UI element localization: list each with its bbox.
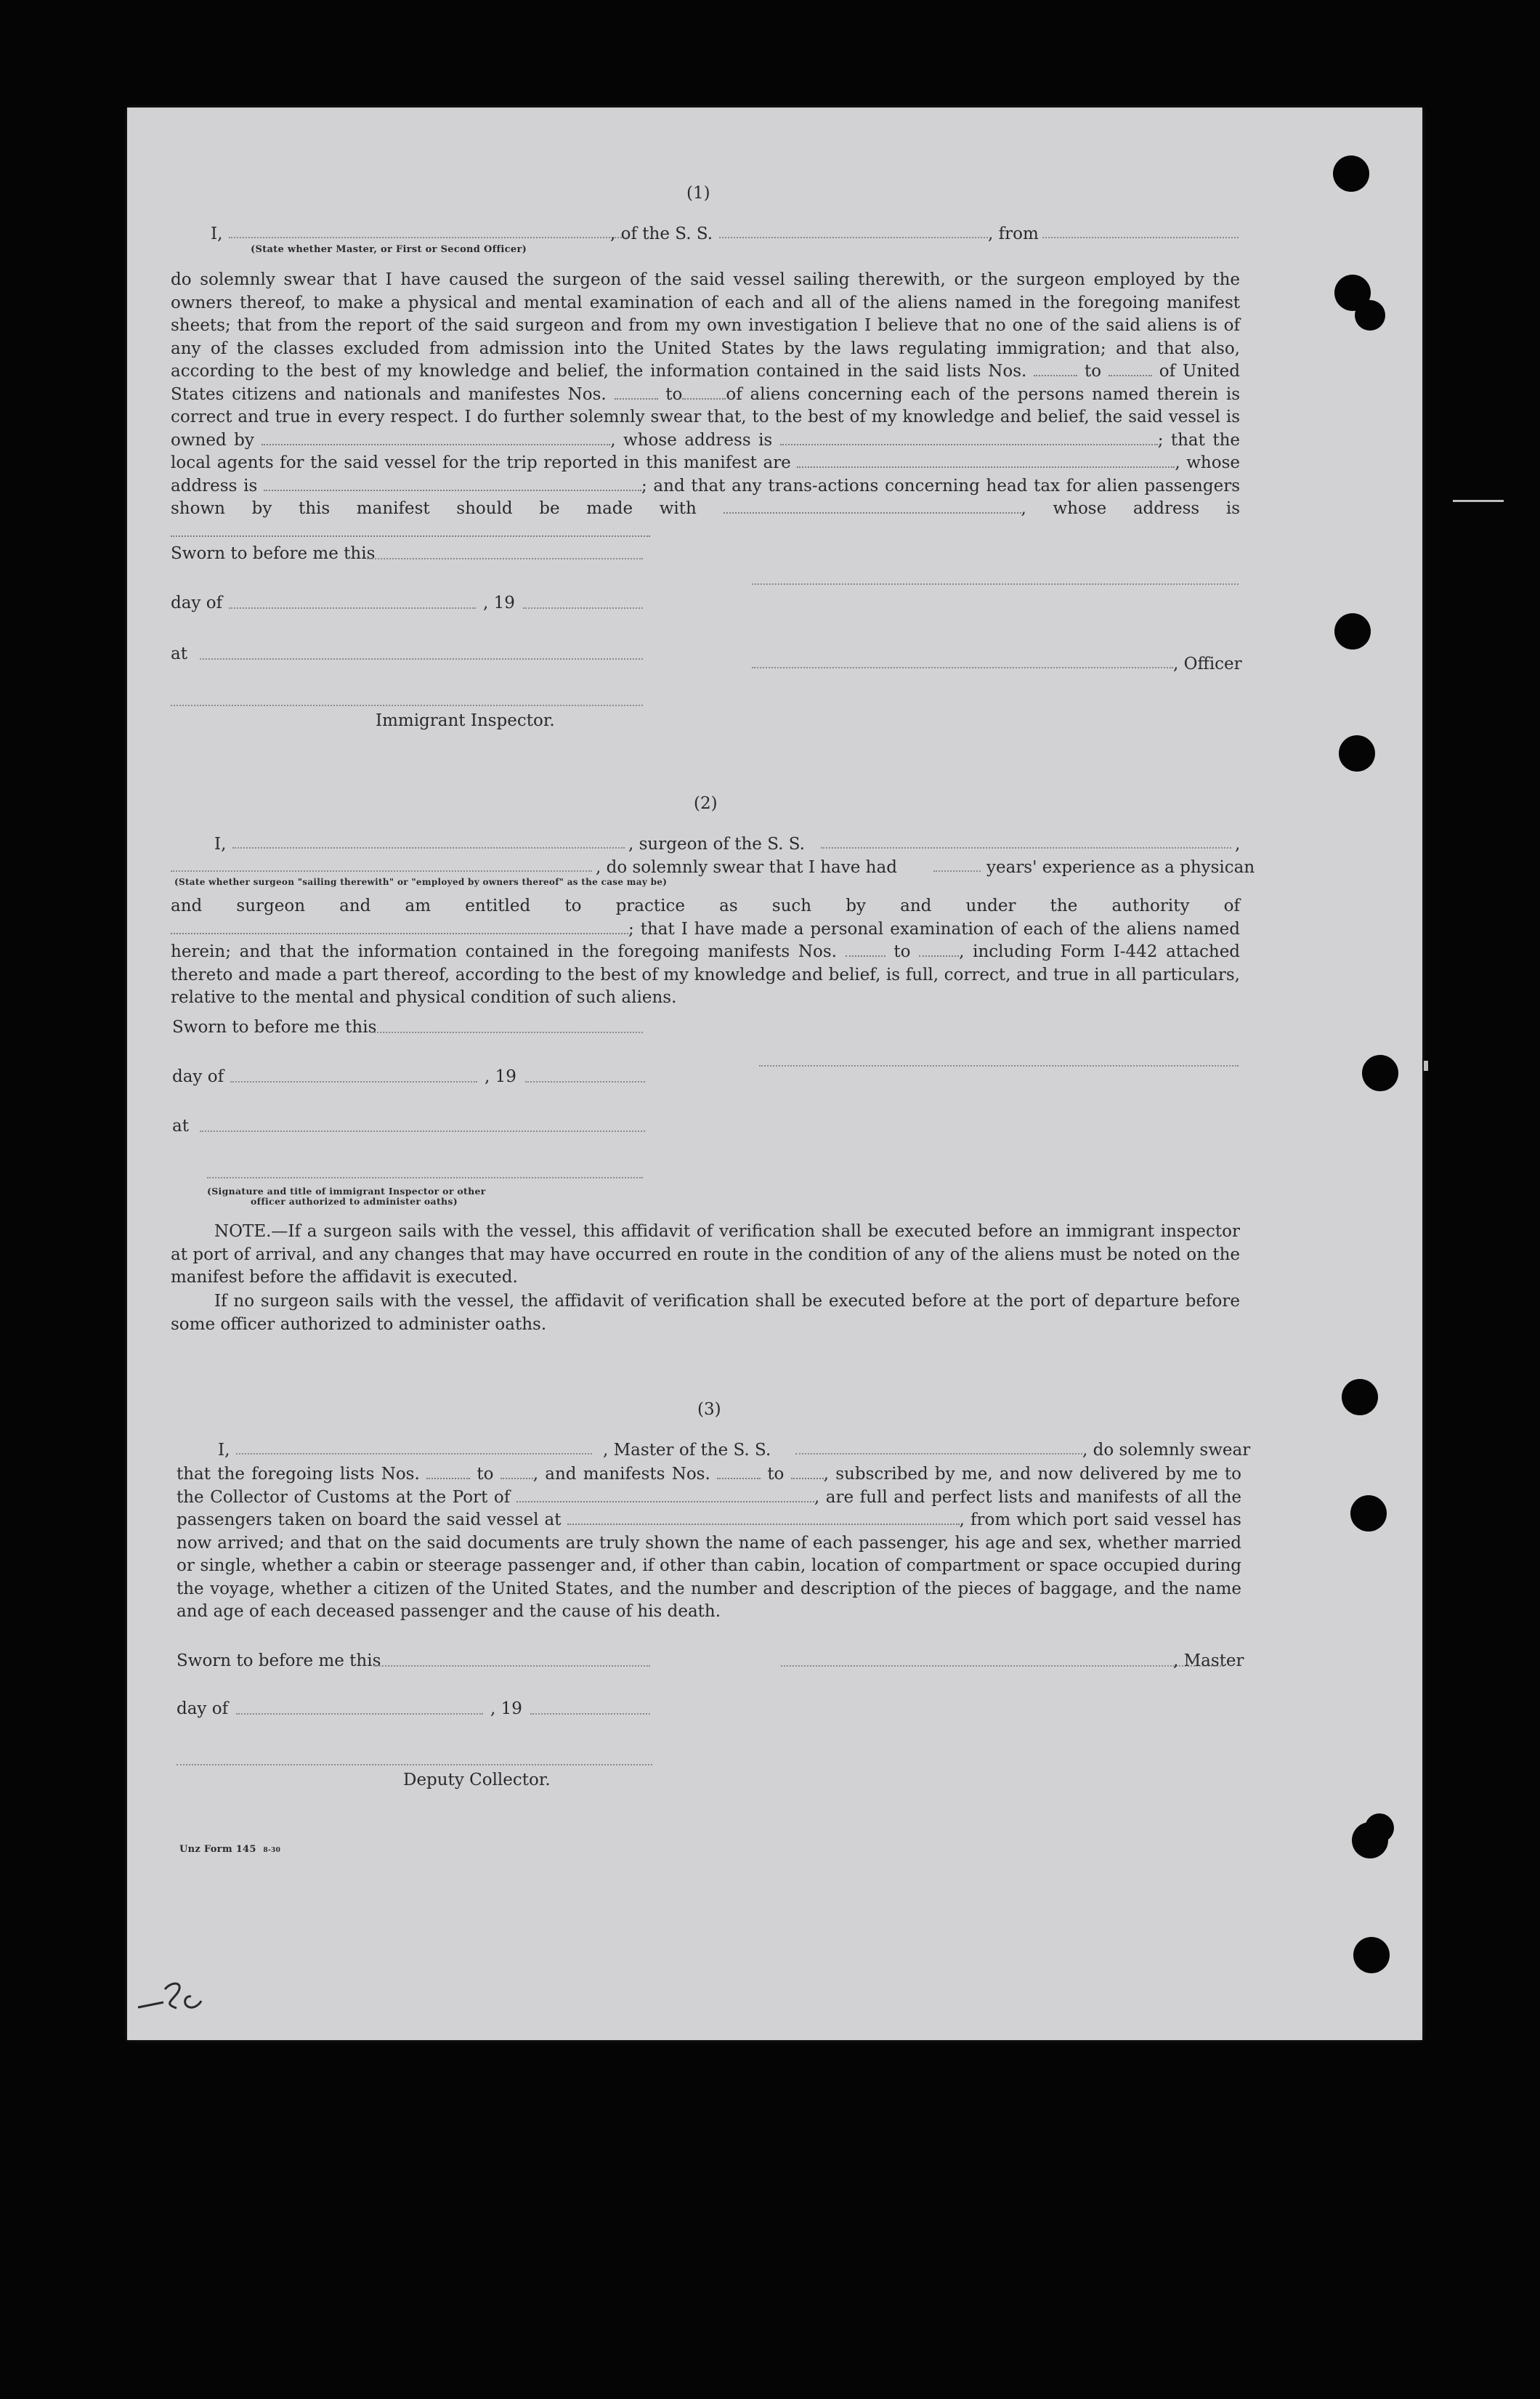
form-code: Unz Form 145 8-30 — [179, 1844, 281, 1855]
section1-sworn-date-field[interactable] — [367, 558, 643, 559]
local-agents-field[interactable] — [797, 453, 1175, 468]
section2-years-label: years' experience as a physican — [986, 858, 1255, 877]
surgeon-status-field[interactable] — [171, 870, 592, 872]
deputy-collector-label: Deputy Collector. — [403, 1771, 551, 1789]
head-tax-contact-field[interactable] — [724, 499, 1021, 514]
punch-hole — [1339, 735, 1375, 772]
punch-hole — [1355, 300, 1385, 331]
owner-address-field[interactable] — [780, 431, 1158, 445]
section1-of-the-ss: , of the S. S. — [610, 224, 713, 243]
section3-list-from-field[interactable] — [426, 1465, 470, 1479]
section1-oath-text: do solemnly swear that I have caused the surgeon of the said vessel sailing therewith, or the surgeon employed by the owners thereof, to make a physical and mental examination of each and all of the aliens named in the foregoing manifest sheets; that from the report of the said surgeon and from my own investigation I believe that no one of the said aliens is of any of the classes excluded from admission into the United States by the laws regulating immigration; and that also, according to the best of my knowledge and belief, the information contained in the said lists Nos. to of United States citizens and nationals and manifestes Nos. to of aliens concerning each of the persons named therein is correct and true in every respect. I do further solemnly swear that, to the best of my knowledge and belief, the said vessel is owned by , whose address is ; that the local agents for the said vessel for the trip reported in this manifest are , whose address is ; and that any trans-actions concerning head tax for alien passengers shown by this manifest should be made with , whose address is — [171, 269, 1240, 543]
manifest-list-from-field[interactable] — [615, 385, 658, 400]
section2-month-field[interactable] — [230, 1081, 477, 1083]
surgeon-note-paragraph: NOTE.—If a surgeon sails with the vessel, this affidavit of verification shall be executed before an immigrant inspector at port of arrival, and any changes that may have occurred en route in the condition of any of the aliens must be noted on the manifest before the affidavit is executed. — [171, 1222, 1240, 1287]
section2-year-label: , 19 — [485, 1067, 516, 1086]
section2-vessel-field[interactable] — [821, 847, 1231, 849]
manifest-affidavit-page: (1) I, , of the S. S. , from (State whether Master, or First or Second Officer) do solemnly swear that I have caused the surgeon of the said vessel sailing therewith, or the surgeon employed by the owners thereof, to make a physical and mental examination of each and all of the aliens named in the foregoing manifest sheets; that from the report of the said surgeon and from my own investigation I believe that no one of the said aliens is of any of the classes excluded from admission into the United States by the laws regulating immigration; and that also, according to the best of my knowledge and belief, the information contained in the said lists Nos. to of United States citizens and nationals and manifestes Nos. to of aliens concerning each of the persons named therein is correct and true in every respect. I do further solemnly swear that, to the best of my knowledge and belief, the said vessel is owned by , whose address is ; that the local agents for the said vessel for the trip reported in this manifest are , whose address is ; and that any trans-actions concerning head tax for alien passengers shown by this manifest should be made with , whose address is Sworn to before me this day of , 19 at , Officer Immigrant Inspector. (2) I, , surgeon of the S. S. , , do solemnly swear that I have had years' experience as a physican (State whether surgeon "sailing therewith" or "employed by owners thereof" as the case may be) and surgeon and am entitled to practice as such by and under the authority of ; that I have made a personal examination of each of the aliens named herein; and that the information contained in the foregoing manifests Nos. to , including Form I-442 attached thereto and made a part thereof, according to the best of my knowledge and belief, is full, correct, and true in all particulars, relative to the mental and physical condition of such aliens. Sworn to before me this day of , 19 at (Signature and title of immigrant Inspector or other officer authorized to administer oaths) NOTE.—If a surgeon sails with the vessel, this affidavit of verification shall be executed before an immigrant inspector at port of arrival, and any changes that may have occurred en route in the condition of any of the aliens must be noted on the manifest before the affidavit is executed. If no surgeon sails with the vessel, the affidavit of verification shall be executed before at the port of departure before some officer authorized to administer oaths. (3) I, , Master of the S. S. , do solemnly swear that the foregoing lists Nos. to , and manifests Nos. to , subscribed by me, and now delivered by me to the Collector of Customs at the Port of , are full and perfect lists and manifests of all the passengers taken on board the said vessel at , from which port said vessel has now arrived; and that on the said documents are truly shown the name of each passenger, his age and sex, whether married or single, whether a cabin or steerage passenger and, if other than cabin, location of compartment or space occupied during the voyage, whether a citizen of the United States, and the number and description of the pieces of baggage, and the name and age of each deceased passenger and the cause of his death. Sworn to before me this , Master day of , 19 Deputy Collector. Unz Form 145 8-30 — [127, 108, 1422, 2040]
section3-sworn-label: Sworn to before me this — [177, 1651, 381, 1670]
punch-hole — [1362, 1055, 1398, 1091]
section1-month-field[interactable] — [229, 607, 476, 609]
section2-sworn-label: Sworn to before me this — [172, 1018, 377, 1037]
section3-manifest-to-field[interactable] — [791, 1465, 824, 1479]
section2-list-to-field[interactable] — [919, 942, 959, 957]
section1-i-label: I, — [211, 224, 223, 243]
section2-at-label: at — [172, 1117, 189, 1136]
years-experience-field[interactable] — [933, 870, 981, 872]
section2-year-field[interactable] — [525, 1081, 645, 1083]
section2-i-label: I, — [214, 835, 227, 854]
master-name-field[interactable] — [236, 1453, 592, 1455]
citizen-list-to-field[interactable] — [1109, 362, 1152, 376]
section3-list-to-field[interactable] — [500, 1465, 533, 1479]
immigrant-inspector-label: Immigrant Inspector. — [376, 711, 555, 730]
master-signature-field[interactable] — [781, 1665, 1224, 1667]
agents-address-field[interactable] — [264, 477, 641, 491]
section1-officer-line[interactable] — [752, 667, 1173, 668]
signature-title-note-2: officer authorized to administer oaths) — [251, 1196, 458, 1207]
vessel-name-field[interactable] — [719, 237, 988, 238]
section2-surgeon-of: , surgeon of the S. S. — [628, 835, 805, 854]
section2-day-of-label: day of — [172, 1067, 224, 1086]
section1-year-label: , 19 — [483, 594, 515, 612]
surgeon-name-field[interactable] — [232, 847, 625, 849]
surgeon-status-note: (State whether surgeon "sailing therewith" or "employed by owners thereof" as the case may be) — [174, 877, 668, 887]
officer-title-note: (State whether Master, or First or Second Officer) — [251, 244, 527, 255]
section2-place-field[interactable] — [200, 1130, 645, 1132]
section-number-1: (1) — [686, 184, 710, 203]
citizen-list-from-field[interactable] — [1034, 362, 1077, 376]
punch-hole — [1333, 155, 1369, 192]
section1-year-field[interactable] — [523, 607, 643, 609]
section3-manifest-from-field[interactable] — [717, 1465, 761, 1479]
section2-list-from-field[interactable] — [846, 942, 885, 957]
officer-name-field[interactable] — [229, 237, 627, 238]
section2-oath-text: and surgeon and am entitled to practice as such by and under the authority of ; that I have made a personal examination of each of the aliens named herein; and that the information contained in the foregoing manifests Nos. to , including Form I-442 attached thereto and made a part thereof, according to the best of my knowledge and belief, is full, correct, and true in all particulars, relative to the mental and physical condition of such aliens. — [171, 897, 1241, 1007]
manifest-list-to-field[interactable] — [682, 385, 726, 400]
punch-hole — [1334, 613, 1371, 650]
section3-solemnly: , do solemnly swear — [1082, 1441, 1251, 1460]
section2-inspector-signature-field[interactable] — [207, 1177, 643, 1178]
section3-master-label: , Master — [1173, 1651, 1244, 1670]
departure-port-field[interactable] — [567, 1510, 960, 1525]
handwritten-scribble-icon — [134, 1975, 280, 2026]
surgeon-signature-field[interactable] — [759, 1065, 1239, 1067]
section3-master-of: , Master of the S. S. — [603, 1441, 771, 1460]
signature-title-note-1: (Signature and title of immigrant Inspector or other — [207, 1186, 486, 1197]
customs-port-field[interactable] — [516, 1488, 814, 1502]
section1-officer-label: , Officer — [1173, 655, 1242, 673]
section3-month-field[interactable] — [236, 1713, 483, 1715]
section3-year-field[interactable] — [530, 1713, 650, 1715]
practice-authority-field[interactable] — [171, 920, 628, 934]
section1-sworn-label: Sworn to before me this — [171, 544, 376, 563]
section-number-3: (3) — [697, 1400, 721, 1419]
punch-hole — [1350, 1495, 1387, 1532]
scan-artifact-line — [1453, 500, 1504, 502]
section3-i-label: I, — [218, 1441, 230, 1460]
scan-artifact-mark — [1424, 1061, 1428, 1071]
no-surgeon-note-paragraph: If no surgeon sails with the vessel, the affidavit of verification shall be executed before at the port of departure before some officer authorized to administer oaths. — [171, 1292, 1240, 1334]
section3-vessel-field[interactable] — [795, 1453, 1082, 1455]
punch-hole — [1342, 1379, 1378, 1415]
section2-solemnly: , do solemnly swear that I have had — [596, 858, 897, 877]
section1-place-field[interactable] — [200, 658, 643, 660]
section3-day-of-label: day of — [177, 1699, 229, 1718]
section1-officer-signature-field[interactable] — [752, 583, 1239, 585]
immigrant-inspector-signature-field[interactable] — [171, 705, 643, 706]
section3-sworn-date-field[interactable] — [374, 1665, 650, 1667]
section3-oath-text: that the foregoing lists Nos. to , and manifests Nos. to , subscribed by me, and now delivered by me to the Collector of Customs at the Port of , are full and perfect lists and manifests of all the passengers taken on board the said vessel at , from which port said vessel has now arrived; and that on the said documents are truly shown the name of each passenger, his age and sex, whether married or single, whether a cabin or steerage passenger and, if other than cabin, location of compartment or space occupied during the voyage, whether a citizen of the United States, and the number and description of the pieces of baggage, and the name and age of each deceased passenger and the cause of his death. — [177, 1465, 1242, 1621]
punch-hole — [1365, 1813, 1394, 1842]
section1-at-label: at — [171, 644, 187, 663]
section1-day-of-label: day of — [171, 594, 223, 612]
section2-sworn-date-field[interactable] — [370, 1032, 643, 1033]
section3-year-label: , 19 — [490, 1699, 522, 1718]
vessel-owner-field[interactable] — [262, 431, 610, 445]
section1-from: , from — [988, 224, 1039, 243]
from-port-field[interactable] — [1042, 237, 1239, 238]
deputy-collector-signature-field[interactable] — [177, 1764, 652, 1765]
punch-hole — [1353, 1937, 1390, 1973]
section-number-2: (2) — [694, 794, 718, 813]
head-tax-address-field[interactable] — [171, 522, 650, 537]
